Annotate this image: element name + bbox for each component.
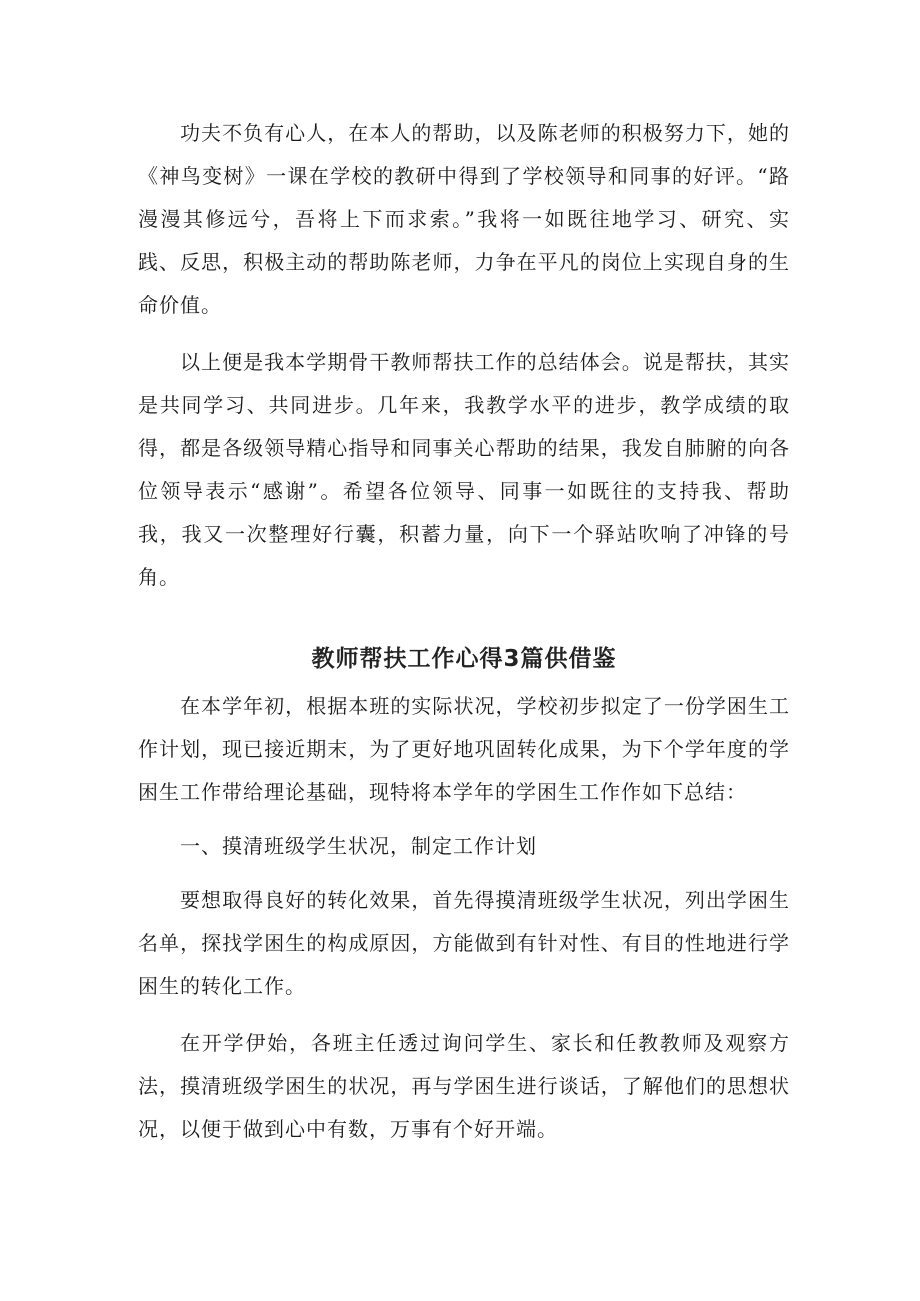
section-heading-one: 一、摸清班级学生状况，制定工作计划 [180, 834, 537, 858]
paragraph-summary-thanks: 以上便是我本学期骨干教师帮扶工作的总结体会。说是帮扶，其实是共同学习、共同进步。几年来，我教学水平的进步，教学成绩的取得，都是各级领导精心指导和同事关心帮助的结果，我发自肺腑的向各位领导表示“感谢”。希望各位领导、同事一如既往的支持我、帮助我，我又一次整理好行囊，积蓄力量，向下一个驿站吹响了冲锋的号角。 [138, 350, 790, 589]
paragraph-understand-students: 要想取得良好的转化效果，首先得摸清班级学生状况，列出学困生名单，探找学困生的构成原因，方能做到有针对性、有目的性地进行学困生的转化工作。 [138, 888, 790, 998]
paragraph-start-of-term: 在开学伊始，各班主任透过询问学生、家长和任教教师及观察方法，摸清班级学困生的状况，再与学困生进行谈话，了解他们的思想状况，以便于做到心中有数，万事有个好开端。 [138, 1031, 790, 1141]
paragraph-effort-praise: 功夫不负有心人，在本人的帮助，以及陈老师的积极努力下，她的《神鸟变树》一课在学校的教研中得到了学校领导和同事的好评。“路漫漫其修远兮，吾将上下而求索。”我将一如既往地学习、研究、实践、反思，积极主动的帮助陈老师，力争在平凡的岗位上实现自身的生命价值。 [138, 121, 790, 317]
document-body [138, 112, 790, 1151]
section-title: 教师帮扶工作心得3篇供借鉴 [311, 646, 617, 672]
paragraph-intro: 在本学年初，根据本班的实际状况，学校初步拟定了一份学困生工作计划，现已接近期末，为了更好地巩固转化成果，为下个学年度的学困生工作带给理论基础，现特将本学年的学困生工作作如下总结： [138, 694, 790, 804]
